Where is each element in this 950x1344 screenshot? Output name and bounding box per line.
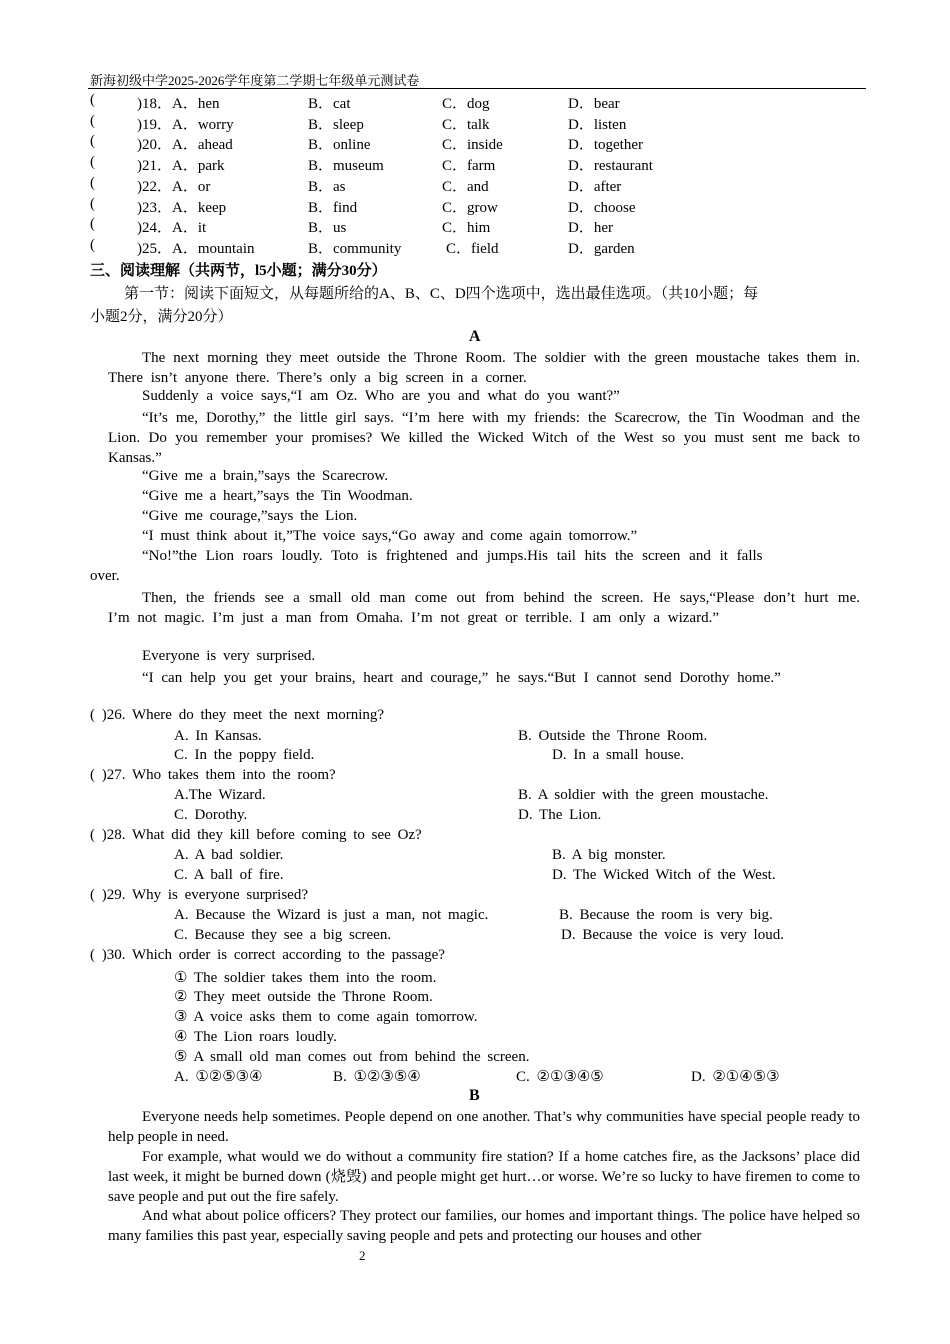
passage-b-title: B [469,1087,480,1104]
question-27-option-d: D. The Lion. [518,807,602,823]
passage-a-p9: Then, the friends see a small old man come out from behind the screen. He says,“Please don’t hurt me. I’m not magic. I’m just a man from Omaha. I’m not great or terrible. I am only a wizard.” [108,590,860,626]
question-28: ( )28. What did they kill before coming to see Oz? [90,827,422,843]
question-29-option-c: C. Because they see a big screen. [174,927,392,943]
question-27: ( )27. Who takes them into the room? [90,767,336,783]
passage-b-p1: Everyone needs help sometimes. People depend on one another. That’s why communities have special people ready to help people in need. [108,1109,860,1145]
passage-a-p11: “I can help you get your brains, heart and courage,” he says.“But I cannot send Dorothy home.” [142,670,781,686]
header-rule [88,88,866,89]
passage-a-p2: Suddenly a voice says,“I am Oz. Who are you and what do you want?” [142,388,620,404]
question-27-option-c: C. Dorothy. [174,807,248,823]
passage-a-p6: “Give me courage,”says the Lion. [142,508,358,524]
passage-a-p1: The next morning they meet outside the Throne Room. The soldier with the green moustache takes them in. There isn’t anyone there. There’s only a big screen in a corner. [108,350,860,386]
question-30-event-4: ④ The Lion roars loudly. [174,1029,337,1045]
cloze-item-23: ( )23．A．keep B．find C．grow D．choose [90,196,636,216]
question-29-option-a: A. Because the Wizard is just a man, not magic. [174,907,489,923]
cloze-item-22: ( )22．A．or B．as C．and D．after [90,175,622,195]
cloze-item-18: ( )18．A．hen B．cat C．dog D．bear [90,92,620,112]
question-27-option-b: B. A soldier with the green moustache. [518,787,769,803]
section3-intro-line1: 第一节：阅读下面短文，从每题所给的A、B、C、D四个选项中，选出最佳选项。（共10小题；每 [124,286,759,302]
question-30: ( )30. Which order is correct according to the passage? [90,947,445,963]
passage-b-p2: For example, what would we do without a community fire station? If a home catches fire, as the Jacksons’ place did last week, it might be burned down (烧毁) and people might get hurt…or worse. We’re so lucky to have firemen to come to save people and put out the fire safely. [108,1149,860,1205]
page-header: 新海初级中学2025-2026学年度第二学期七年级单元测试卷 [90,73,420,88]
question-27-option-a: A.The Wizard. [174,787,266,803]
question-28-option-b: B. A big monster. [552,847,666,863]
question-28-option-d: D. The Wicked Witch of the West. [552,867,776,883]
question-29: ( )29. Why is everyone surprised? [90,887,308,903]
question-30-event-1: ① The soldier takes them into the room. [174,970,437,986]
passage-a-p7: “I must think about it,”The voice says,“Go away and come again tomorrow.” [142,528,638,544]
cloze-item-19: ( )19．A．worry B．sleep C．talk D．listen [90,113,627,133]
question-28-option-a: A. A bad soldier. [174,847,284,863]
question-30-option-c: C. ②①③④⑤ [516,1069,604,1085]
cloze-item-24: ( )24．A．it B．us C．him D．her [90,216,613,236]
cloze-item-21: ( )21．A．park B．museum C．farm D．restaurant [90,154,653,174]
cloze-item-25: ( )25．A．mountain B．community C．field D．garden [90,237,635,257]
passage-a-title: A [469,328,481,345]
question-29-option-d: D. Because the voice is very loud. [561,927,784,943]
page-number: 2 [359,1248,366,1263]
question-26-option-a: A. In Kansas. [174,728,262,744]
question-26-option-c: C. In the poppy field. [174,747,315,763]
section3-title: 三、阅读理解（共两节，l5小题；满分30分） [90,263,387,279]
question-30-event-2: ② They meet outside the Throne Room. [174,989,433,1005]
section3-intro-line2: 小题2分，满分20分） [90,309,233,325]
question-30-event-5: ⑤ A small old man comes out from behind the screen. [174,1049,530,1065]
question-26-option-d: D. In a small house. [552,747,684,763]
question-30-option-a: A. ①②⑤③④ [174,1069,263,1085]
question-28-option-c: C. A ball of fire. [174,867,284,883]
question-29-option-b: B. Because the room is very big. [559,907,773,923]
passage-b-p3: And what about police officers? They protect our families, our homes and important things. The police have helped so many families this past year, especially saving people and pets and protecting our houses and other [108,1208,860,1244]
passage-a-p10: Everyone is very surprised. [142,648,316,664]
question-30-option-b: B. ①②③⑤④ [333,1069,421,1085]
question-26-option-b: B. Outside the Throne Room. [518,728,708,744]
cloze-item-20: ( )20．A．ahead B．online C．inside D．together [90,133,643,153]
question-30-option-d: D. ②①④⑤③ [691,1069,780,1085]
passage-a-p8-cont: over. [90,568,120,584]
passage-a-p3: “It’s me, Dorothy,” the little girl says. “I’m here with my friends: the Scarecrow, the Tin Woodman and the Lion. Do you remember your promises? We killed the Wicked Witch of the West so you must sent me back to Kansas.” [108,410,860,466]
passage-a-p5: “Give me a heart,”says the Tin Woodman. [142,488,413,504]
question-26: ( )26. Where do they meet the next morning? [90,707,385,723]
passage-a-p4: “Give me a brain,”says the Scarecrow. [142,468,389,484]
question-30-event-3: ③ A voice asks them to come again tomorrow. [174,1009,478,1025]
passage-a-p8: “No!”the Lion roars loudly. Toto is frightened and jumps.His tail hits the screen and it falls [142,548,763,564]
